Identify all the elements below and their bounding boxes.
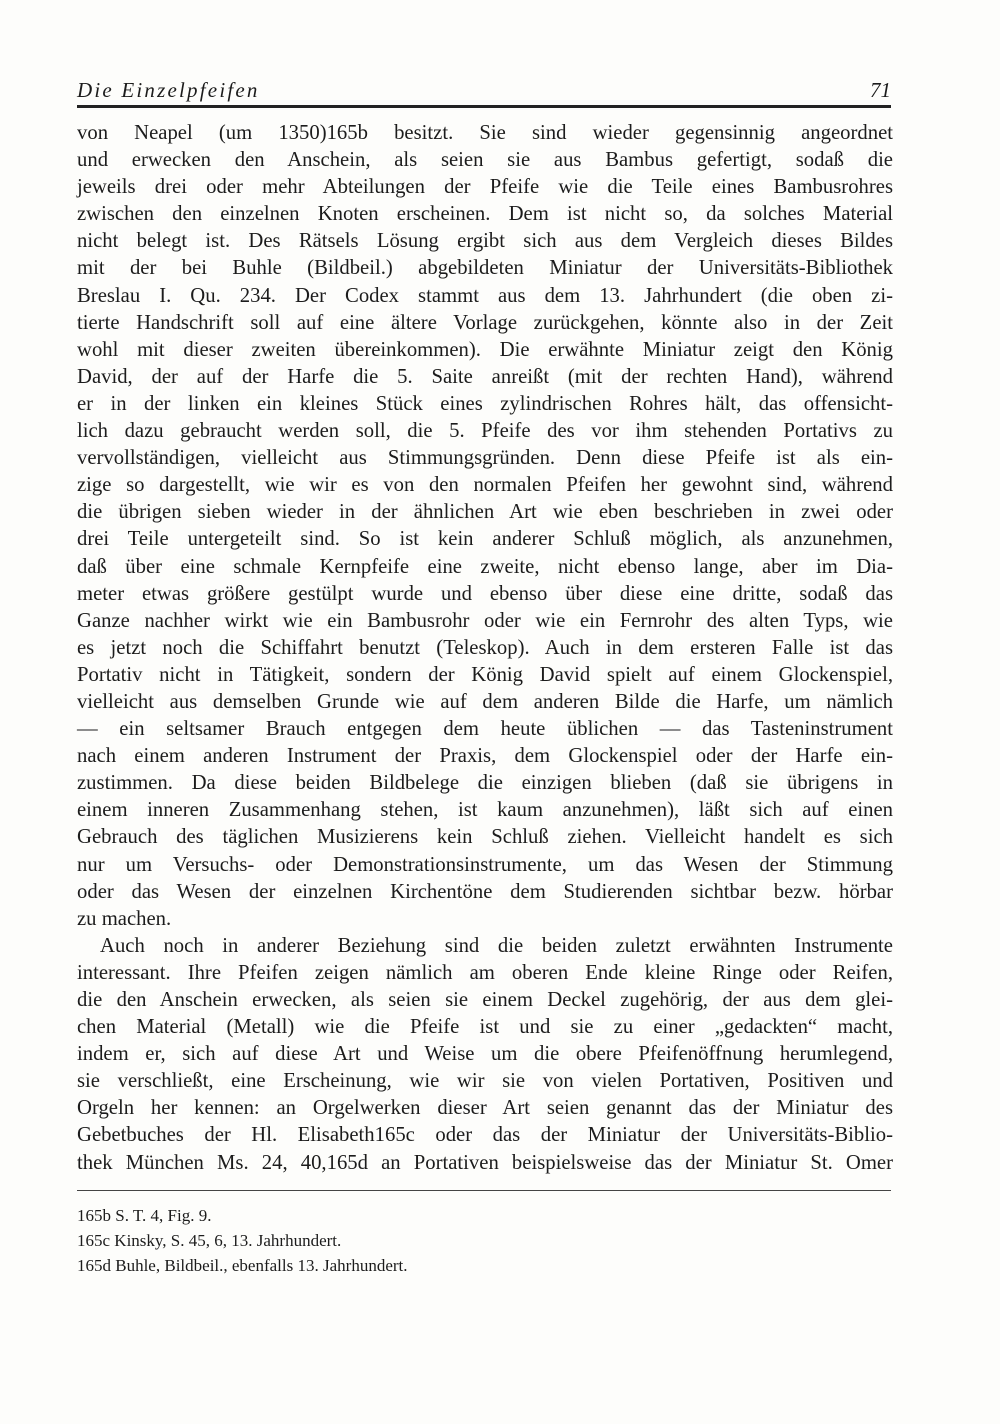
text-line: und erwecken den Anschein, als seien sie aus Bambus gefertigt, sodaß die: [77, 149, 893, 172]
footnote: 165c Kinsky, S. 45, 6, 13. Jahrhundert.: [77, 1231, 342, 1250]
text-line: nur um Versuchs- oder Demonstrationsinstrumente, um das Wesen der Stimmung: [77, 853, 893, 876]
footnote-rule: [77, 1190, 891, 1191]
text-line: er in der linken ein kleines Stück eines zylindrischen Rohres hält, das offensicht-: [77, 392, 893, 415]
text-line: die den Anschein erwecken, als seien sie einem Deckel zugehörig, der aus dem glei-: [77, 989, 893, 1011]
text-line: wohl mit dieser zweiten übereinkommen). Die erwähnte Miniatur zeigt den König: [77, 338, 893, 361]
text-line: David, der auf der Harfe die 5. Saite anreißt (mit der rechten Hand), während: [77, 365, 893, 388]
footnotes: [77, 1203, 408, 1278]
text-line: Breslau I. Qu. 234. Der Codex stammt aus dem 13. Jahrhundert (die oben zi-: [77, 284, 893, 307]
text-line: thek München Ms. 24, 40,165d an Portativen beispielsweise das der Miniatur St. Omer: [77, 1151, 893, 1174]
text-line: mit der bei Buhle (Bildbeil.) abgebildeten Miniatur der Universitäts-Bibliothek: [77, 257, 893, 280]
text-line: Portativ nicht in Tätigkeit, sondern der König David spielt auf einem Glockenspiel,: [77, 663, 893, 686]
text-line: Ganze nachher wirkt wie ein Bambusrohr oder wie ein Fernrohr des alten Typs, wie: [77, 609, 893, 632]
page-number: 71: [870, 78, 891, 102]
text-line: einem inneren Zusammenhang stehen, ist kaum anzunehmen), läßt sich auf einen: [77, 799, 893, 822]
text-line: drei Teile untergeteilt sind. So ist kein anderer Schluß möglich, als anzunehmen,: [77, 528, 893, 551]
text-line: Auch noch in anderer Beziehung sind die beiden zuletzt erwähnten Instrumente: [100, 934, 893, 957]
text-line: lich dazu gebraucht werden soll, die 5. Pfeife des vor ihm stehenden Portativs zu: [77, 420, 893, 443]
text-line: — ein seltsamer Brauch entgegen dem heute üblichen — das Tasteninstrument: [77, 718, 893, 741]
text-line: jeweils drei oder mehr Abteilungen der Pfeife wie die Teile eines Bambusrohres: [77, 176, 893, 199]
header-rule: [77, 105, 891, 108]
page-header: [77, 78, 891, 104]
text-line: chen Material (Metall) wie die Pfeife ist und sie zu einer „gedackten“ macht,: [77, 1016, 893, 1039]
text-line: zwischen den einzelnen Knoten erscheinen. Dem ist nicht so, da solches Material: [77, 203, 893, 226]
text-line: indem er, sich auf diese Art und Weise um die obere Pfeifenöffnung herumlegend,: [77, 1043, 893, 1066]
text-line: oder das Wesen der einzelnen Kirchentöne dem Studierenden sichtbar bezw. hörbar: [77, 880, 893, 903]
text-line: Gebrauch des täglichen Musizierens kein Schluß ziehen. Vielleicht handelt es sich: [77, 826, 893, 849]
text-line: die übrigen sieben wieder in der ähnlichen Art wie eben beschrieben in zwei oder: [77, 501, 893, 524]
text-line: daß über eine schmale Kernpfeife eine zweite, nicht ebenso lange, aber im Dia-: [77, 555, 893, 578]
text-line: meter etwas größere gestülpt wurde und ebenso über diese eine dritte, sodaß das: [77, 582, 893, 605]
text-line: sie verschließt, eine Erscheinung, wie wir sie von vielen Portativen, Positiven und: [77, 1070, 893, 1093]
text-line: von Neapel (um 1350)165b besitzt. Sie sind wieder gegensinnig angeordnet: [77, 122, 893, 144]
text-line: interessant. Ihre Pfeifen zeigen nämlich am oberen Ende kleine Ringe oder Reifen,: [77, 961, 893, 984]
text-line: nicht belegt ist. Des Rätsels Lösung ergibt sich aus dem Vergleich dieses Bildes: [77, 230, 893, 253]
text-line: Orgeln her kennen: an Orgelwerken dieser Art seien genannt das der Miniatur des: [77, 1097, 893, 1120]
text-line: es jetzt noch die Schiffahrt benutzt (Teleskop). Auch in dem ersteren Falle ist das: [77, 636, 893, 659]
text-line: nach einem anderen Instrument der Praxis, dem Glockenspiel oder der Harfe ein-: [77, 745, 893, 768]
running-title: Die Einzelpfeifen: [77, 78, 260, 102]
text-line: vielleicht aus demselben Grunde wie auf dem anderen Bilde die Harfe, um nämlich: [77, 690, 893, 713]
text-line: Gebetbuches der Hl. Elisabeth165c oder das der Miniatur der Universitäts-Biblio-: [77, 1124, 893, 1147]
text-line: tierte Handschrift soll auf eine ältere Vorlage zurückgehen, könnte also in der Zeit: [77, 311, 893, 334]
text-line: zustimmen. Da diese beiden Bildbelege die einzigen blieben (daß sie übrigens in: [77, 772, 893, 795]
footnote: 165d Buhle, Bildbeil., ebenfalls 13. Jahrhundert.: [77, 1256, 408, 1275]
text-line: zige so dargestellt, wie wir es von den normalen Pfeifen her gewohnt sind, während: [77, 474, 893, 497]
body-text: [77, 120, 893, 1177]
text-line: vervollständigen, vielleicht aus Stimmungsgründen. Denn diese Pfeife ist als ein-: [77, 447, 893, 470]
footnote: 165b S. T. 4, Fig. 9.: [77, 1206, 212, 1225]
text-line: zu machen.: [77, 907, 172, 930]
